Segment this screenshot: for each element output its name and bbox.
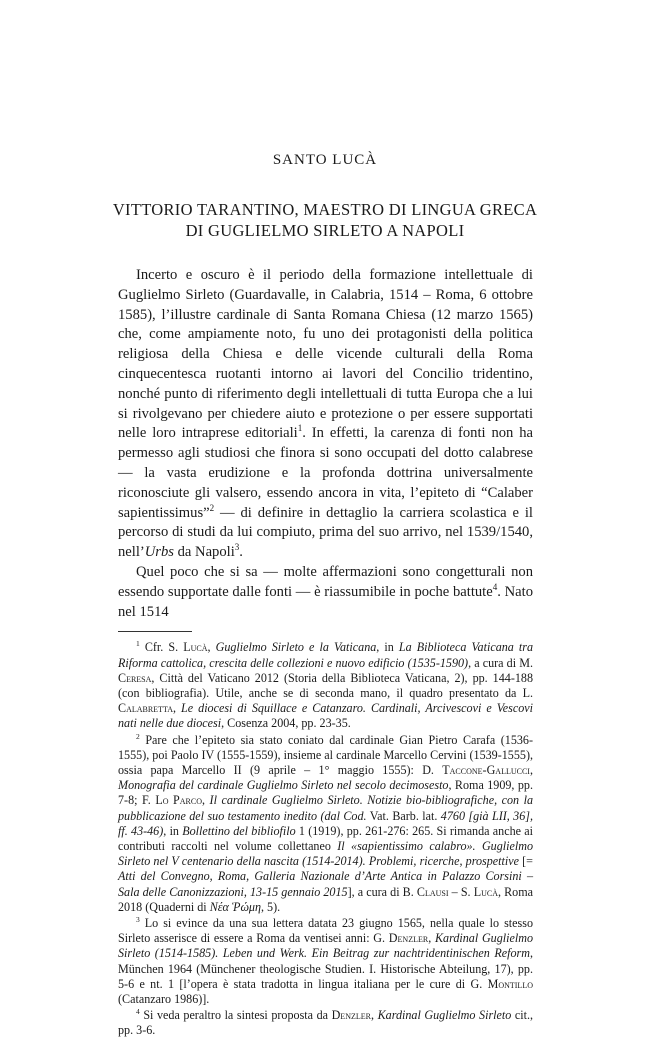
article-body — [118, 266, 533, 1040]
footnote-separator — [118, 631, 192, 632]
footnote-2: $^2$ Pare che l’epiteto sia stato coniato dal cardinale Gian Pietro Carafa (1536-1555), poi Paolo IV (1555-1559), insieme al cardinale Marcello Cervini (1539-1555), ossia papa Marcello II (9 aprile – 1° maggio 1555): D. Taccone-Gallucci, Monografia del cardinale Guglielmo Sirleto nel secolo decimosesto, Roma 1909, pp. 7-8; F. Lo Parco, Il cardinale Guglielmo Sirleto. Notizie bio-bibliografiche, con la pubblicazione del suo testamento inedito (dal Cod. Vat. Barb. lat. 4760 [già LII, 36], ff. 43-46), in Bollettino del bibliofilo 1 (1919), pp. 261-276: 265. Si rimanda anche ai contributi raccolti nel volume collettaneo Il «sapientissimo calabro». Guglielmo Sirleto nel V centenario della nascita (1514-2014). Problemi, ricerche, prospettive [= Atti del Convegno, Roma, Galleria Nazionale d’Arte Antica in Palazzo Corsini – Sala delle Canonizzazioni, 13-15 gennaio 2015], a cura di B. Clausi – S. Lucà, Roma 2018 (Quaderni di Νέα Ῥώμη, 5). — [118, 731, 534, 914]
title-line-2: DI GUGLIELMO SIRLETO A NAPOLI — [185, 221, 465, 240]
footnote-1: $^1$ Cfr. S. Lucà, Guglielmo Sirleto e la Vaticana, in La Biblioteca Vaticana tra Riforma cattolica, crescita delle collezioni e nuovo edificio (1535-1590), a cura di M. Ceresa, Città del Vaticano 2012 (Storia della Biblioteca Vaticana, 2), pp. 144-188 (con bibliografia). Utile, anche se di seconda mano, il quadro presentato da L. Calabretta, Le diocesi di Squillace e Catanzaro. Cardinali, Arcivescovi e Vescovi nati nelle due diocesi, Cosenza 2004, pp. 23-35. — [118, 639, 534, 731]
paragraph-2: Quel poco che si sa — molte affermazioni sono congetturali non essendo supportate dalle fonti — è riassumibile in poche battute$^4$. Nato nel 1514 — [118, 563, 533, 620]
footnote-4: $^4$ Si veda peraltro la sintesi proposta da Denzler, Kardinal Guglielmo Sirleto cit., pp. 3-6. — [118, 1007, 533, 1038]
article-title — [60, 199, 590, 241]
paragraph-1: Incerto e oscuro è il periodo della formazione intellettuale di Guglielmo Sirleto (Guardavalle, in Calabria, 1514 – Roma, 6 ottobre 1585), l’illustre cardinale di Santa Romana Chiesa (12 marzo 1565) che, come ampiamente noto, fu uno dei protagonisti della politica religiosa della Chiesa e delle vicende culturali della Roma cinquecentesca ruotanti intorno ai lavori del Concilio tridentino, nonché punto di riferimento degli intellettuali di tutta Europa che a lui si rivolgevano per chiedere aiuto e protezione o per essere supportati nelle loro intraprese editoriali$^1$. In effetti, la carenza di fonti non ha permesso agli studiosi che finora si sono occupati del dotto calabrese — la vasta erudizione e la profonda dottrina universalmente riconosciute gli valsero, essendo ancora in vita, l’epiteto di “Calaber sapientissimus”$^2$ — di definire in dettaglio la carriera scolastica e il percorso di studi da lui compiuto, prima del suo arrivo, nel 1539/1540, nell’Urbs da Napoli$^3$. — [118, 267, 533, 561]
title-line-1: VITTORIO TARANTINO, MAESTRO DI LINGUA GRECA — [112, 200, 538, 219]
footnotes — [118, 640, 533, 1038]
footnote-3: $^3$ Lo si evince da una sua lettera datata 23 giugno 1565, nella quale lo stesso Sirleto asserisce di essere a Roma da ventisei anni: G. Denzler, Kardinal Guglielmo Sirleto (1514-1585). Leben und Werk. Ein Beitrag zur nachtridentinischen Reform, München 1964 (Münchener theologische Studien. I. Historische Abteilung, 17), pp. 5-6 e nt. 1 [l’opera è stata tradotta in lingua italiana per le cure di G. Montillo (Catanzaro 1986)]. — [118, 914, 533, 1007]
author-name: SANTO LUCÀ — [272, 152, 378, 168]
